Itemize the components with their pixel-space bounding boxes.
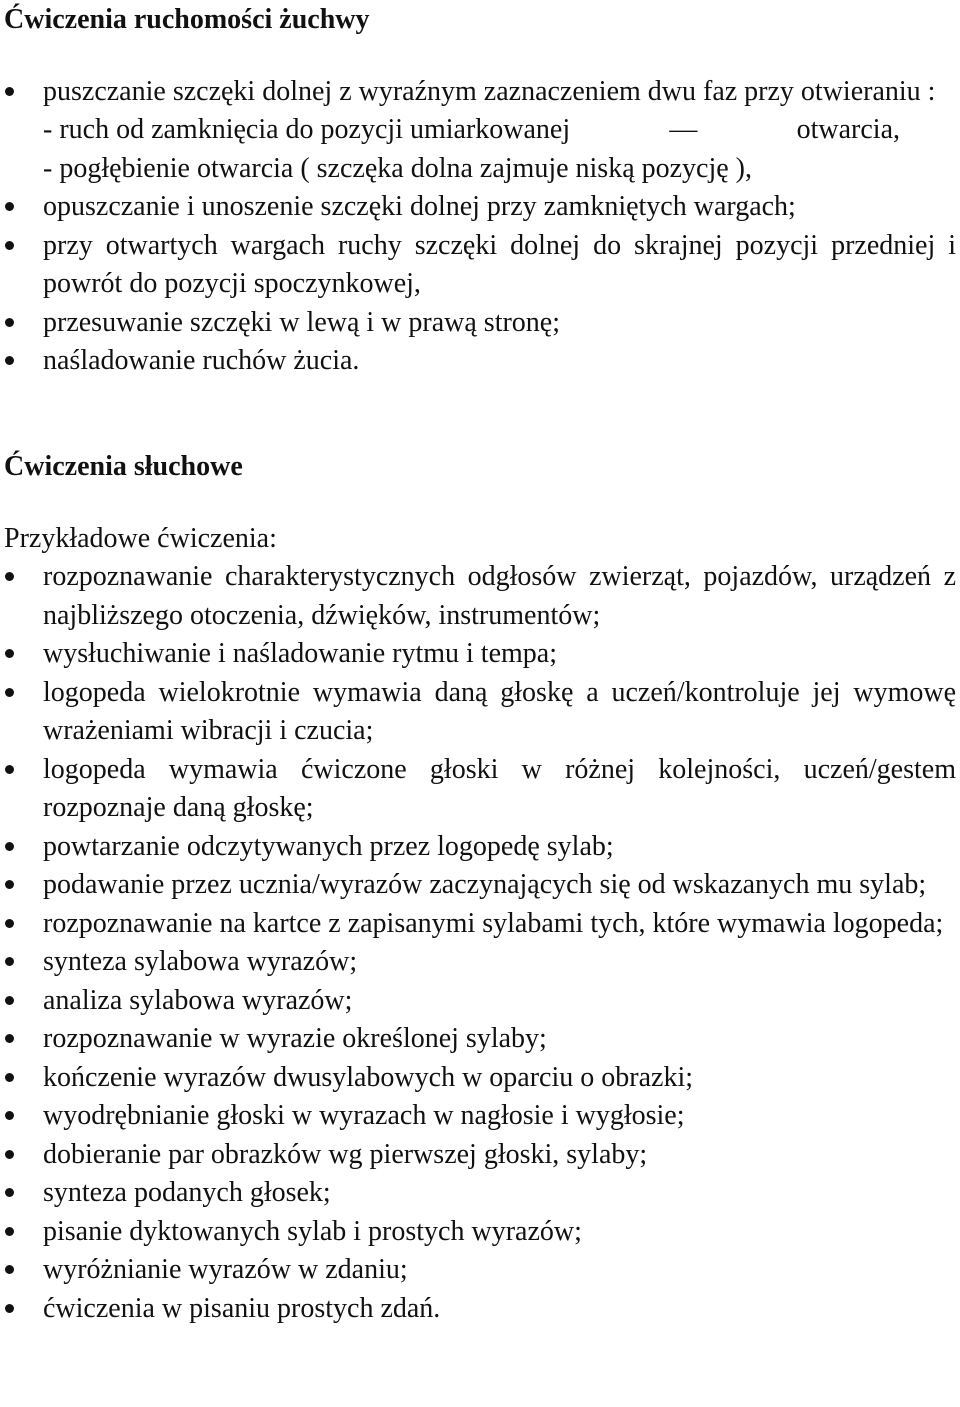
list-item: kończenie wyrazów dwusylabowych w oparciu o obrazki;	[4, 1059, 956, 1098]
list-item: logopeda wielokrotnie wymawia daną głoskę a uczeń/kontroluje jej wymowę wrażeniami wibracji i czucia;	[4, 674, 956, 751]
sub-item-1	[43, 111, 956, 150]
list-item: naśladowanie ruchów żucia.	[4, 342, 956, 381]
list-item: opuszczanie i unoszenie szczęki dolnej przy zamkniętych wargach;	[4, 188, 956, 227]
list-item: analiza sylabowa wyrazów;	[4, 982, 956, 1021]
list-item: wyróżnianie wyrazów w zdaniu;	[4, 1251, 956, 1290]
jaw-exercise-list	[4, 73, 956, 381]
list-item: rozpoznawanie w wyrazie określonej sylaby;	[4, 1020, 956, 1059]
sub-item-2: - pogłębienie otwarcia ( szczęka dolna zajmuje niską pozycję ),	[43, 152, 753, 184]
section-intro: Przykładowe ćwiczenia:	[4, 522, 277, 554]
section-heading: Ćwiczenia ruchomości żuchwy	[4, 4, 370, 35]
list-item: logopeda wymawia ćwiczone głoski w różnej kolejności, uczeń/gestem rozpoznaje daną głoskę;	[4, 751, 956, 828]
list-item: synteza sylabowa wyrazów;	[4, 943, 956, 982]
list-item: synteza podanych głosek;	[4, 1174, 956, 1213]
hearing-exercise-list	[4, 558, 956, 1328]
list-item: ćwiczenia w pisaniu prostych zdań.	[4, 1290, 956, 1329]
list-item-text: puszczanie szczęki dolnej z wyraźnym zaznaczeniem dwu faz przy otwieraniu :	[43, 75, 936, 107]
section-hearing-exercises	[4, 448, 956, 1328]
sub-item-text: otwarcia,	[796, 114, 900, 145]
section-jaw-exercises	[4, 1, 956, 381]
section-heading: Ćwiczenia słuchowe	[4, 451, 243, 482]
list-item: rozpoznawanie charakterystycznych odgłosów zwierząt, pojazdów, urządzeń z najbliższego otoczenia, dźwięków, instrumentów;	[4, 558, 956, 635]
sub-item-text: - ruch od zamknięcia do pozycji umiarkowanej	[43, 114, 571, 145]
list-item: wyodrębnianie głoski w wyrazach w nagłosie i wygłosie;	[4, 1097, 956, 1136]
list-item: pisanie dyktowanych sylab i prostych wyrazów;	[4, 1213, 956, 1252]
list-item: wysłuchiwanie i naśladowanie rytmu i tempa;	[4, 635, 956, 674]
list-item: przy otwartych wargach ruchy szczęki dolnej do skrajnej pozycji przedniej i powrót do pozycji spoczynkowej,	[4, 227, 956, 304]
list-item: powtarzanie odczytywanych przez logopedę sylab;	[4, 828, 956, 867]
sub-item-dash: —	[669, 114, 698, 145]
list-item: przesuwanie szczęki w lewą i w prawą stronę;	[4, 304, 956, 343]
list-item: podawanie przez ucznia/wyrazów zaczynających się od wskazanych mu sylab;	[4, 866, 956, 905]
list-item	[4, 73, 956, 189]
list-item: dobieranie par obrazków wg pierwszej głoski, sylaby;	[4, 1136, 956, 1175]
list-item: rozpoznawanie na kartce z zapisanymi sylabami tych, które wymawia logopeda;	[4, 905, 956, 944]
